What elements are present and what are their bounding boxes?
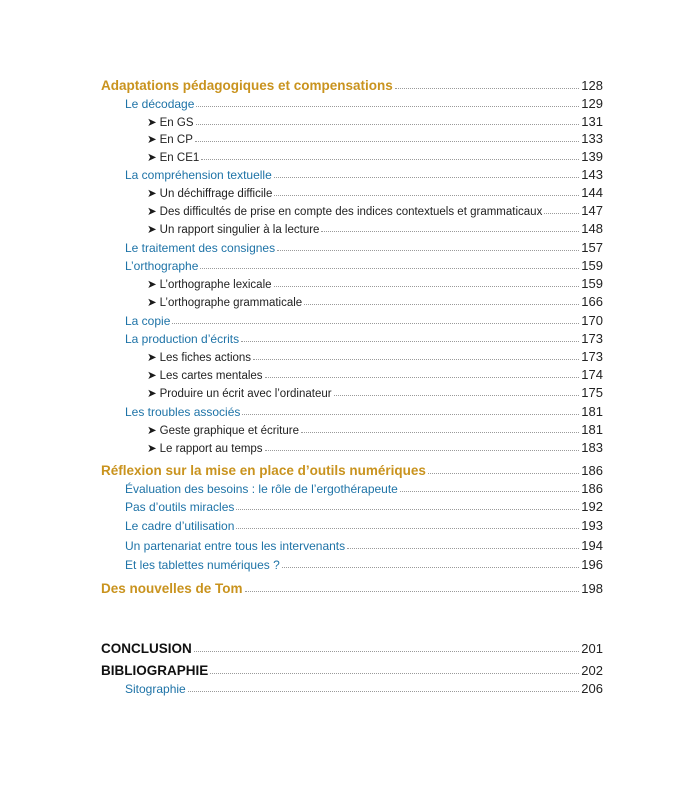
toc-entry-text: CONCLUSION (101, 641, 192, 656)
toc-entry-title (125, 405, 240, 419)
toc-entry-title (125, 332, 239, 346)
page-number: 159 (581, 258, 603, 273)
toc-entry-text: Les fiches actions (159, 352, 252, 364)
dot-leader (245, 591, 580, 592)
toc-entry-text: En GS (159, 117, 194, 129)
page-number: 133 (581, 131, 603, 146)
page-number: 193 (581, 518, 603, 533)
dot-leader (347, 548, 579, 549)
toc-subsection-entry[interactable] (147, 440, 603, 455)
toc-entry-title (147, 204, 542, 218)
dot-leader (282, 567, 580, 568)
toc-entry-text: Les troubles associés (125, 405, 241, 419)
dot-leader (236, 528, 579, 529)
page-number: 157 (581, 240, 603, 255)
toc-entry-text: Les cartes mentales (159, 370, 263, 382)
toc-major-entry[interactable] (101, 663, 603, 678)
dot-leader (400, 491, 579, 492)
page-number: 144 (581, 185, 603, 200)
dot-leader (210, 673, 579, 674)
toc-subsection-entry[interactable] (147, 349, 603, 364)
page-number: 173 (581, 349, 603, 364)
toc-subsection-entry[interactable] (147, 221, 603, 236)
bullet-arrow-icon: ➤ (147, 224, 157, 236)
toc-section-entry[interactable] (125, 481, 603, 496)
toc-entry-text: La production d’écrits (125, 332, 240, 346)
page-number: 186 (581, 481, 603, 496)
toc-section-entry[interactable] (125, 240, 603, 255)
page-number: 186 (581, 463, 603, 478)
dot-leader (334, 395, 580, 396)
toc-chapter-entry[interactable] (101, 463, 603, 478)
toc-entry-title (147, 423, 299, 437)
toc-chapter-entry[interactable] (101, 78, 603, 93)
toc-chapter-entry[interactable] (101, 581, 603, 596)
page-number: 202 (581, 663, 603, 678)
toc-subsection-entry[interactable] (147, 203, 603, 218)
dot-leader (195, 141, 579, 142)
dot-leader (194, 651, 580, 652)
toc-entry-text: Des difficultés de prise en compte des indices contextuels et grammaticaux (159, 206, 543, 218)
toc-entry-text: Un rapport singulier à la lecture (159, 224, 320, 236)
toc-entry-text: Produire un écrit avec l’ordinateur (159, 388, 332, 400)
toc-subsection-entry[interactable] (147, 131, 603, 146)
page-number: 173 (581, 331, 603, 346)
dot-leader (301, 432, 579, 433)
bullet-arrow-icon: ➤ (147, 388, 157, 400)
page-number: 181 (581, 422, 603, 437)
page-number: 166 (581, 294, 603, 309)
toc-section-entry[interactable] (125, 499, 603, 514)
toc-entry-title (125, 241, 275, 255)
bullet-arrow-icon: ➤ (147, 134, 157, 146)
dot-leader (241, 341, 579, 342)
toc-entry-title (147, 150, 199, 164)
toc-entry-text: L’orthographe lexicale (159, 279, 272, 291)
dot-leader (428, 473, 579, 474)
toc-entry-text: Pas d’outils miracles (125, 500, 235, 514)
page-number: 128 (581, 78, 603, 93)
toc-entry-title (125, 482, 398, 496)
toc-entry-title (101, 581, 243, 596)
dot-leader (265, 450, 580, 451)
page-number: 143 (581, 167, 603, 182)
dot-leader (544, 213, 579, 214)
toc-entry-text: Le cadre d’utilisation (125, 519, 235, 533)
toc-section-entry[interactable] (125, 167, 603, 182)
toc-entry-title (147, 295, 302, 309)
toc-entry-text: Adaptations pédagogiques et compensations (101, 78, 393, 93)
dot-leader (201, 159, 579, 160)
toc-subsection-entry[interactable] (147, 385, 603, 400)
dot-leader (188, 691, 580, 692)
dot-leader (274, 195, 579, 196)
toc-entry-title (147, 186, 272, 200)
page-number: 206 (581, 681, 603, 696)
toc-section-entry[interactable] (125, 518, 603, 533)
toc-subsection-entry[interactable] (147, 422, 603, 437)
toc-entry-title (147, 132, 193, 146)
page-number: 159 (581, 276, 603, 291)
toc-section-entry[interactable] (125, 681, 603, 696)
dot-leader (196, 124, 580, 125)
dot-leader (253, 359, 579, 360)
toc-subsection-entry[interactable] (147, 367, 603, 382)
toc-entry-title (125, 97, 194, 111)
dot-leader (172, 323, 579, 324)
toc-entry-text: Le traitement des consignes (125, 241, 276, 255)
toc-entry-text: L’orthographe (125, 259, 199, 273)
page-number: 148 (581, 221, 603, 236)
bullet-arrow-icon: ➤ (147, 206, 157, 218)
toc-entry-title (147, 350, 251, 364)
toc-entry-title (125, 314, 170, 328)
toc-entry-title (101, 663, 208, 678)
toc-entry-title (147, 222, 319, 236)
dot-leader (236, 509, 579, 510)
toc-entry-title (125, 500, 234, 514)
dot-leader (196, 106, 579, 107)
page-number: 175 (581, 385, 603, 400)
dot-leader (265, 377, 580, 378)
toc-entry-text: L’orthographe grammaticale (159, 297, 303, 309)
toc-section-entry[interactable] (125, 96, 603, 111)
toc-entry-text: Sitographie (125, 682, 186, 696)
toc-entry-title (147, 368, 263, 382)
bullet-arrow-icon: ➤ (147, 425, 157, 437)
bullet-arrow-icon: ➤ (147, 352, 157, 364)
toc-entry-title (125, 259, 198, 273)
toc-entry-text: Évaluation des besoins : le rôle de l’ergothérapeute (125, 482, 398, 496)
page-number: 201 (581, 641, 603, 656)
toc-entry-title (147, 277, 272, 291)
toc-entry-title (125, 539, 345, 553)
page-number: 192 (581, 499, 603, 514)
dot-leader (304, 304, 579, 305)
toc-section-entry[interactable] (125, 313, 603, 328)
toc-entry-title (125, 519, 234, 533)
toc-subsection-entry[interactable] (147, 294, 603, 309)
dot-leader (200, 268, 579, 269)
toc-entry-text: Un partenariat entre tous les intervenants (125, 539, 346, 553)
bullet-arrow-icon: ➤ (147, 188, 157, 200)
toc-entry-text: La copie (125, 314, 171, 328)
toc-subsection-entry[interactable] (147, 276, 603, 291)
toc-entry-text: En CP (159, 134, 193, 146)
page-number: 131 (581, 114, 603, 129)
bullet-arrow-icon: ➤ (147, 370, 157, 382)
toc-entry-text: Et les tablettes numériques ? (125, 558, 280, 572)
dot-leader (395, 88, 580, 89)
page-number: 196 (581, 557, 603, 572)
page-number: 129 (581, 96, 603, 111)
toc-entry-title (125, 168, 272, 182)
toc-section-entry[interactable] (125, 404, 603, 419)
toc-subsection-entry[interactable] (147, 149, 603, 164)
dot-leader (242, 414, 579, 415)
bullet-arrow-icon: ➤ (147, 152, 157, 164)
bullet-arrow-icon: ➤ (147, 443, 157, 455)
page-number: 198 (581, 581, 603, 596)
toc-entry-text: Geste graphique et écriture (159, 425, 299, 437)
bullet-arrow-icon: ➤ (147, 279, 157, 291)
toc-subsection-entry[interactable] (147, 185, 603, 200)
toc-entry-text: Le décodage (125, 97, 195, 111)
dot-leader (277, 250, 579, 251)
page-number: 183 (581, 440, 603, 455)
toc-section-entry[interactable] (125, 331, 603, 346)
toc-entry-text: Des nouvelles de Tom (101, 581, 243, 596)
dot-leader (274, 286, 580, 287)
page-number: 174 (581, 367, 603, 382)
toc-entry-title (125, 682, 186, 696)
toc-entry-title (147, 386, 332, 400)
toc-entry-title (101, 463, 426, 478)
bullet-arrow-icon: ➤ (147, 117, 157, 129)
page-number: 147 (581, 203, 603, 218)
page-number: 170 (581, 313, 603, 328)
bullet-arrow-icon: ➤ (147, 297, 157, 309)
toc-section-entry[interactable] (125, 538, 603, 553)
toc-entry-text: Le rapport au temps (159, 443, 263, 455)
dot-leader (274, 177, 580, 178)
toc-major-entry[interactable] (101, 641, 603, 656)
toc-entry-text: Réflexion sur la mise en place d’outils numériques (101, 463, 426, 478)
toc-entry-title (147, 441, 263, 455)
toc-subsection-entry[interactable] (147, 114, 603, 129)
page-number: 181 (581, 404, 603, 419)
toc-entry-title (125, 558, 280, 572)
toc-entry-title (147, 115, 194, 129)
page-number: 194 (581, 538, 603, 553)
toc-entry-text: BIBLIOGRAPHIE (101, 663, 209, 678)
page-number: 139 (581, 149, 603, 164)
toc-entry-title (101, 78, 393, 93)
dot-leader (321, 231, 579, 232)
toc-entry-text: Un déchiffrage difficile (159, 188, 273, 200)
toc-entry-title (101, 641, 192, 656)
toc-entry-text: La compréhension textuelle (125, 168, 272, 182)
toc-section-entry[interactable] (125, 258, 603, 273)
toc-entry-text: En CE1 (159, 152, 200, 164)
toc-section-entry[interactable] (125, 557, 603, 572)
